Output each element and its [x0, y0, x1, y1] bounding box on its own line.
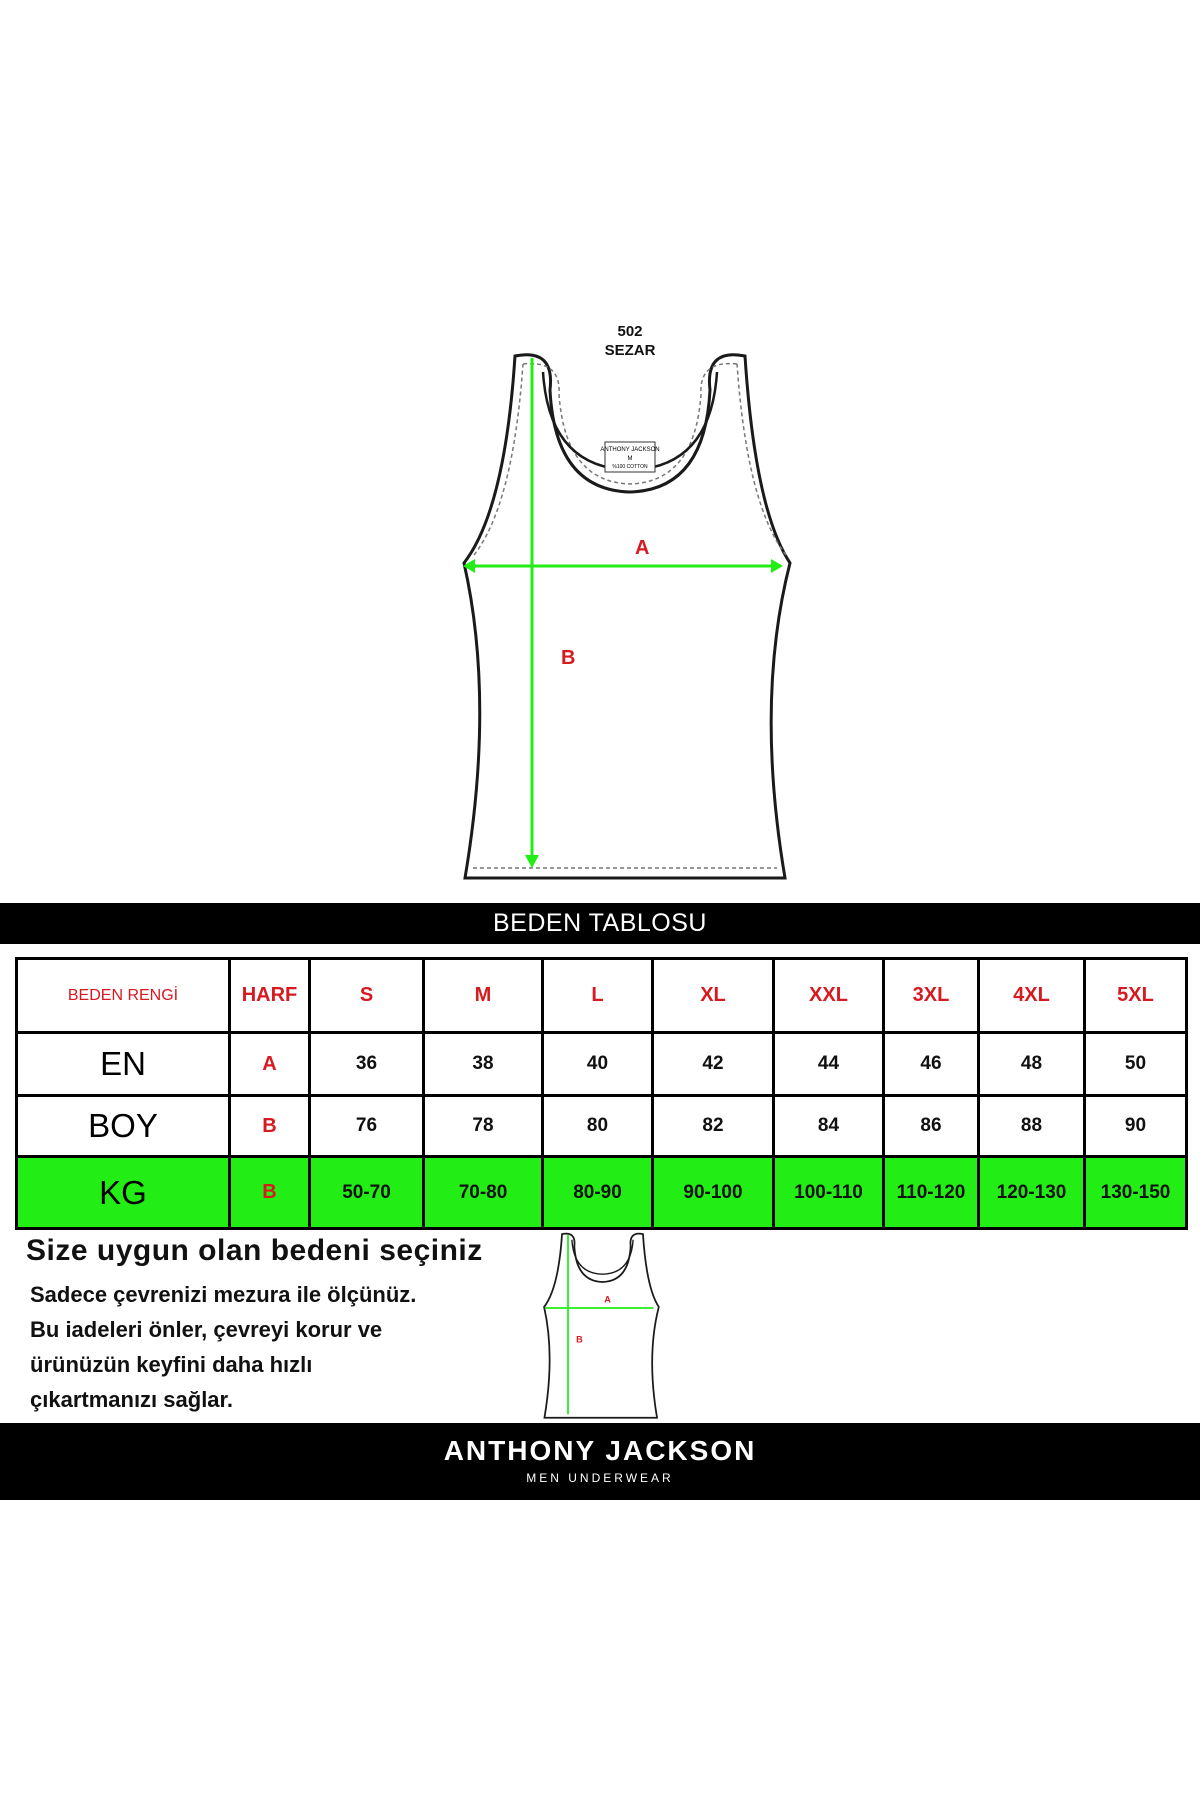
table-cell: 76 [310, 1096, 424, 1157]
neck-label-brand: ANTHONY JACKSON [600, 447, 660, 453]
table-row [17, 1033, 1187, 1096]
size-table-header-row [17, 959, 1187, 1033]
header-cell: L [543, 959, 653, 1033]
header-cell: HARF [230, 959, 310, 1033]
measure-b-label: B [561, 647, 576, 669]
row-label: KG [17, 1157, 230, 1229]
table-cell: 46 [884, 1033, 979, 1096]
note-title: Size uygun olan bedeni seçiniz [26, 1234, 483, 1267]
neck-label [600, 442, 659, 472]
tank-top-outline [464, 355, 790, 878]
measure-a-label: A [635, 537, 650, 559]
header-cell: XXL [774, 959, 884, 1033]
header-cell: 4XL [979, 959, 1085, 1033]
table-cell: 80 [543, 1096, 653, 1157]
brand-tagline: MEN UNDERWEAR [526, 1471, 674, 1485]
size-table [15, 957, 1188, 1230]
brand-logo: ANTHONY JACKSON [443, 1435, 757, 1466]
note-line: ürünüzün keyfini daha hızlı [30, 1352, 313, 1377]
table-row [17, 1157, 1187, 1229]
thumbnail-inner-neck [572, 1240, 633, 1274]
table-cell: 42 [653, 1033, 774, 1096]
table-cell: 50 [1085, 1033, 1187, 1096]
table-cell: 88 [979, 1096, 1085, 1157]
header-cell: XL [653, 959, 774, 1033]
table-cell: 80-90 [543, 1157, 653, 1229]
model-name: SEZAR [604, 342, 656, 359]
thumbnail-measure-a: A [604, 1294, 611, 1305]
table-cell: 50-70 [310, 1157, 424, 1229]
size-chart-title: BEDEN TABLOSU [493, 909, 707, 937]
table-cell: 86 [884, 1096, 979, 1157]
table-cell: 48 [979, 1033, 1085, 1096]
row-letter: A [230, 1033, 310, 1096]
header-cell: M [424, 959, 543, 1033]
thumbnail-measure-b: B [576, 1334, 583, 1345]
model-number: 502 [617, 323, 643, 340]
table-cell: 90-100 [653, 1157, 774, 1229]
table-cell: 36 [310, 1033, 424, 1096]
thumbnail-outline [544, 1234, 659, 1418]
header-cell: BEDEN RENGİ [17, 959, 230, 1033]
row-letter: B [230, 1157, 310, 1229]
header-cell: 3XL [884, 959, 979, 1033]
table-cell: 120-130 [979, 1157, 1085, 1229]
neck-label-fabric: %100 COTTON [612, 464, 648, 470]
table-row [17, 1096, 1187, 1157]
header-cell: S [310, 959, 424, 1033]
row-label: BOY [17, 1096, 230, 1157]
table-cell: 82 [653, 1096, 774, 1157]
tank-top-thumbnail [540, 1232, 665, 1422]
note-line: Sadece çevrenizi mezura ile ölçünüz. [30, 1282, 417, 1307]
table-cell: 78 [424, 1096, 543, 1157]
brand-footer [0, 1423, 1200, 1500]
table-cell: 70-80 [424, 1157, 543, 1229]
table-cell: 84 [774, 1096, 884, 1157]
table-cell: 38 [424, 1033, 543, 1096]
size-chart-title-bar [0, 903, 1200, 944]
note-line: çıkartmanızı sağlar. [30, 1387, 233, 1412]
table-cell: 100-110 [774, 1157, 884, 1229]
table-cell: 110-120 [884, 1157, 979, 1229]
note-line: Bu iadeleri önler, çevreyi korur ve [30, 1317, 383, 1342]
row-label: EN [17, 1033, 230, 1096]
header-cell: 5XL [1085, 959, 1187, 1033]
table-cell: 90 [1085, 1096, 1187, 1157]
table-cell: 130-150 [1085, 1157, 1187, 1229]
table-cell: 40 [543, 1033, 653, 1096]
table-cell: 44 [774, 1033, 884, 1096]
row-letter: B [230, 1096, 310, 1157]
tank-top-diagram [455, 350, 805, 890]
neck-label-size: M [627, 456, 633, 462]
